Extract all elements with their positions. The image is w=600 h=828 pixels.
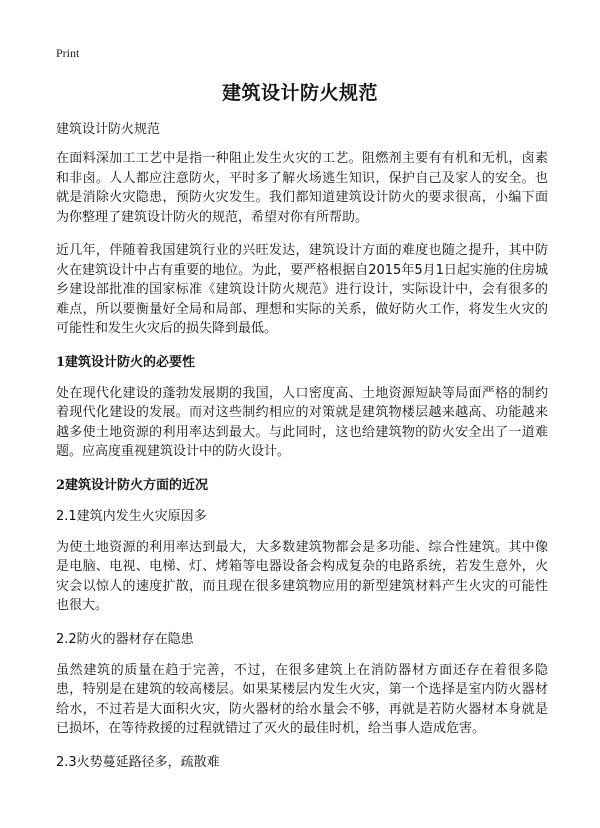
section-2-2-paragraph: 虽然建筑的质量在趋于完善，不过，在很多建筑上在消防器材方面还存在着很多隐患，特别是在建筑的较高楼层。如果某楼层内发生火灾，第一个选择是室内防火器材给水，不过若是大面积火灾，防火器材的给水量会不够，再就是若防火器材本身就是已损坏，在等待救援的过程就错过了灭火的最佳时机，给当事人造成危害。 [56, 662, 548, 736]
section-2-1-heading: 2.1建筑内发生火灾原因多 [56, 508, 207, 524]
section-2-heading: 2建筑设计防火方面的近况 [56, 477, 209, 493]
section-2-2-heading: 2.2防火的器材存在隐患 [56, 631, 194, 647]
section-1-paragraph: 处在现代化建设的蓬勃发展期的我国，人口密度高、土地资源短缺等局面严格的制约着现代化建设的发展。而对这些制约相应的对策就是建筑物楼层越来越高、功能越来越多使土地资源的利用率达到最大。与此同时，这也给建筑物的防火安全出了一道难题。应高度重视建筑设计中的防火设计。 [56, 385, 548, 459]
section-1-heading: 1建筑设计防火的必要性 [56, 354, 196, 370]
document-body [56, 120, 548, 784]
intro-paragraph-1: 在面料深加工工艺中是指一种阻止发生火灾的工艺。阻燃剂主要有有机和无机，卤素和非卤。人人都应注意防火，平时多了解火场逃生知识，保护自己及家人的安全。也就是消除火灾隐患，预防火灾发生。我们都知道建筑设计防火的要求很高，小编下面为你整理了建筑设计防火的规范，希望对你有所帮助。 [56, 151, 548, 225]
document-title: 建筑设计防火规范 [221, 82, 378, 104]
print-label[interactable]: Print [56, 46, 80, 60]
document-subtitle: 建筑设计防火规范 [56, 122, 161, 137]
section-2-3-heading: 2.3火势蔓延路径多，疏散难 [56, 754, 220, 770]
intro-paragraph-2: 近几年，伴随着我国建筑行业的兴旺发达，建筑设计方面的难度也随之提升，其中防火在建筑设计中占有重要的地位。为此，要严格根据自2015年5月1日起实施的住房城乡建设部批准的国家标准《建筑设计防火规范》进行设计，实际设计中，会有很多的难点，所以要衡量好全局和局部、理想和实际的关系，做好防火工作，将发生火灾的可能性和发生火灾后的损失降到最低。 [56, 243, 548, 336]
section-2-1-paragraph: 为使土地资源的利用率达到最大，大多数建筑物都会是多功能、综合性建筑。其中像是电脑、电视、电梯、灯、烤箱等电器设备会构成复杂的电路系统，若发生意外，火灾会以惊人的速度扩散，而且现在很多建筑物应用的新型建筑材料产生火灾的可能性也很大。 [56, 539, 548, 613]
